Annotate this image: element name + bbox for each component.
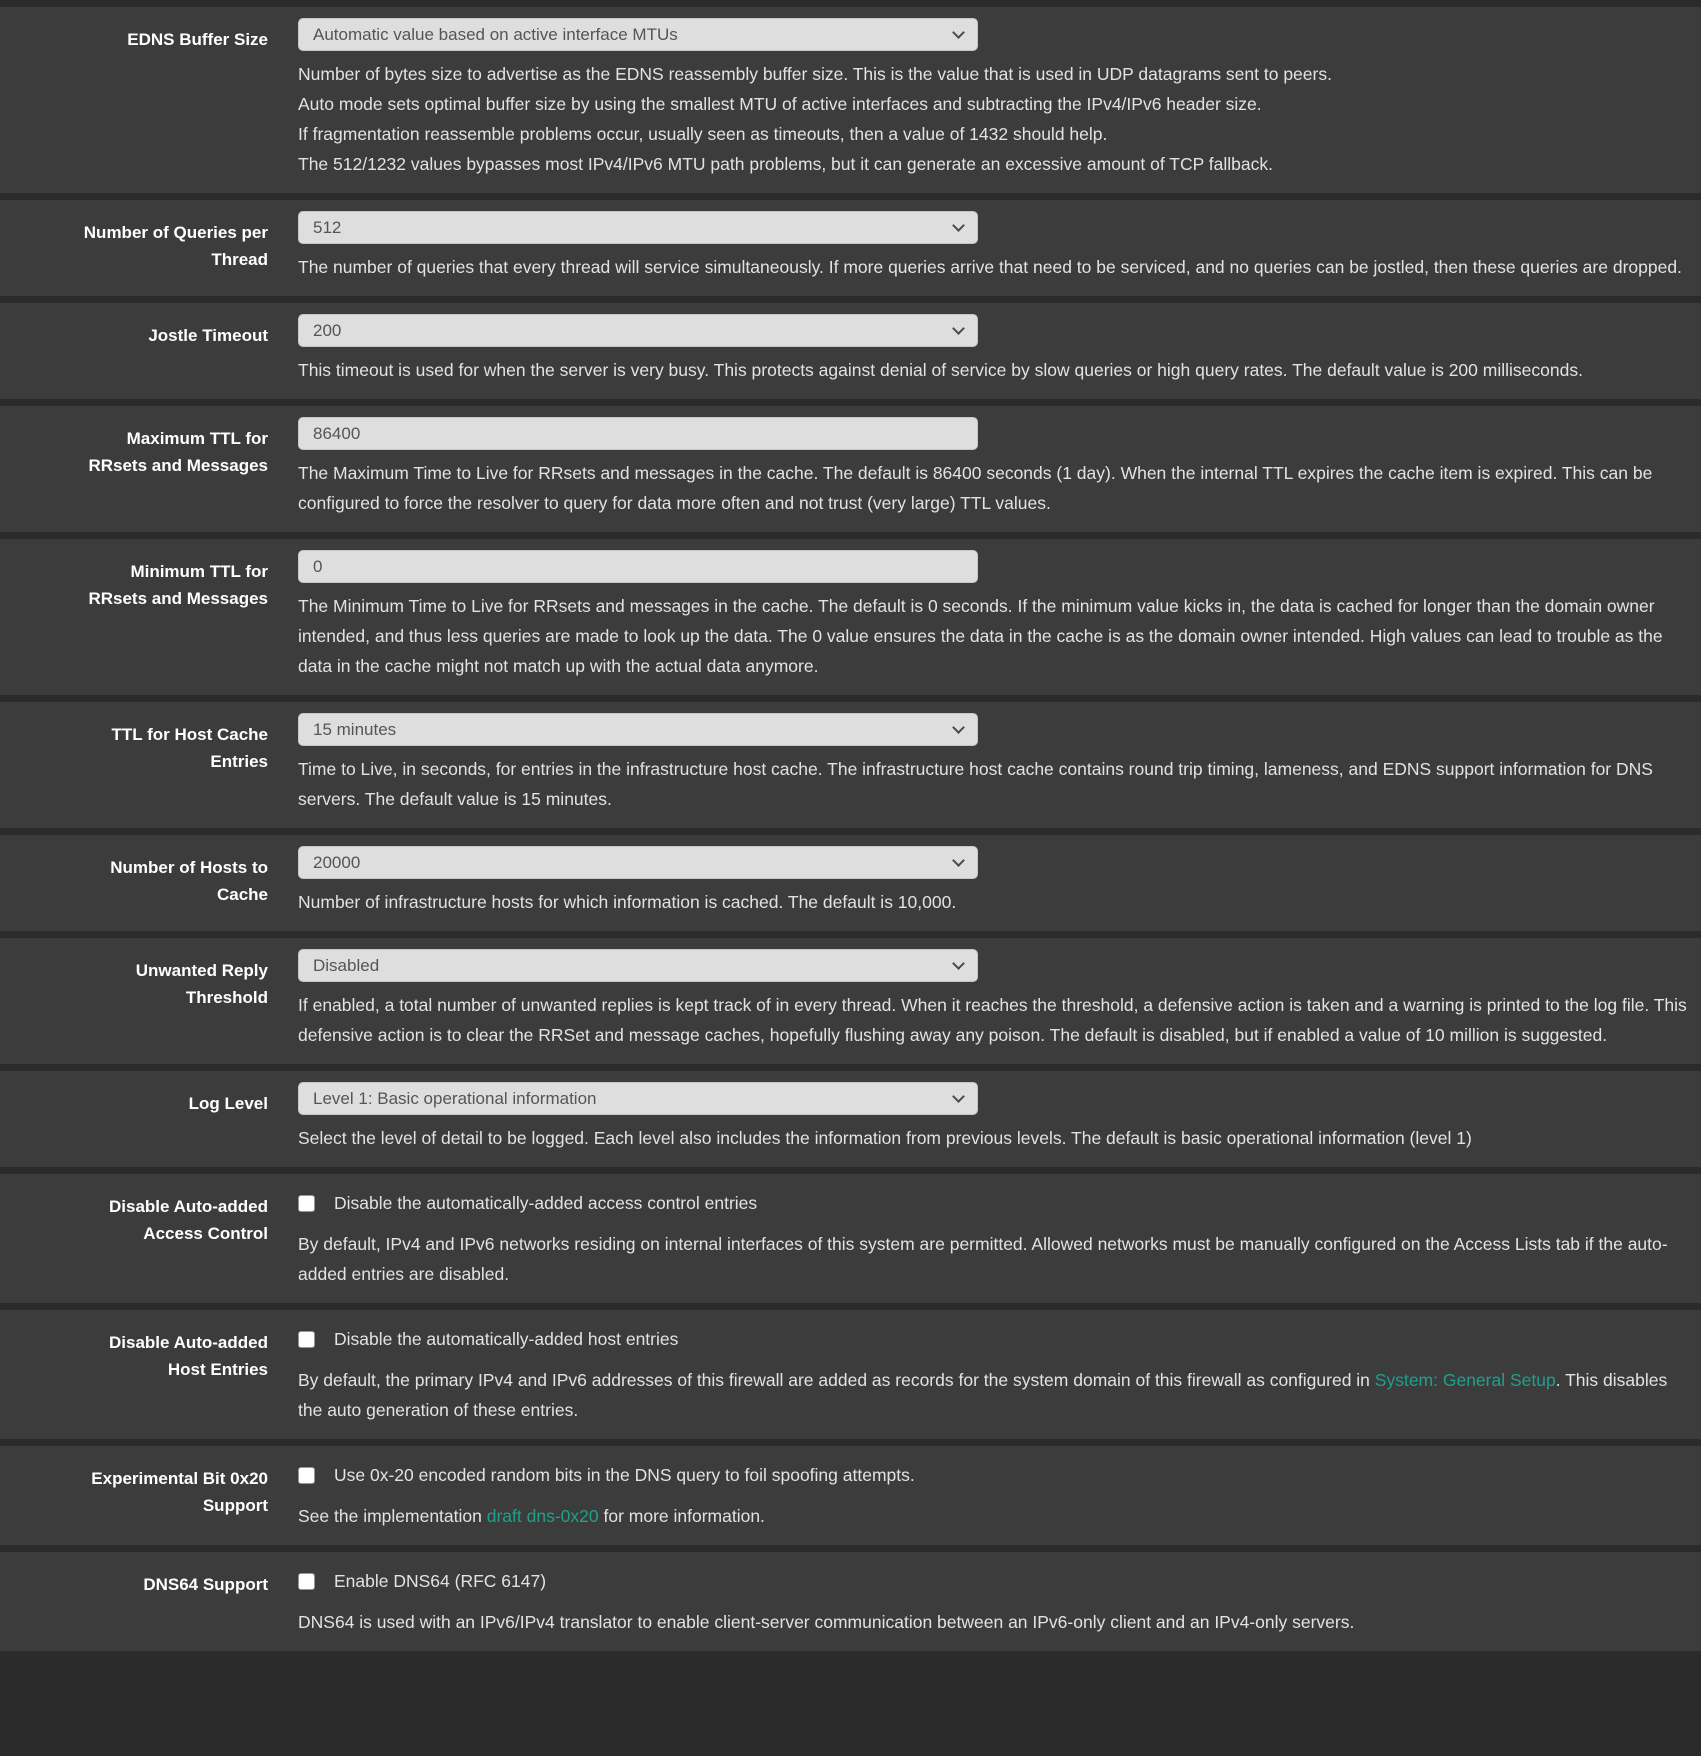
experimental-bit-0x20-checkbox[interactable]	[298, 1467, 315, 1484]
unwanted-reply-threshold-description: If enabled, a total number of unwanted replies is kept track of in every thread. When it reaches the threshold, a defensive action is taken and a warning is printed to the log file. This defensive action is to clear the RRSet and message caches, hopefully flushing away any poison. The default is disabled, but if enabled a value of 10 million is suggested.	[298, 995, 1687, 1045]
jostle-timeout-label: Jostle Timeout	[148, 326, 268, 345]
form-row-unwanted-reply-threshold	[0, 938, 1701, 1064]
disable-auto-host-entries-description: By default, the primary IPv4 and IPv6 addresses of this firewall are added as records for the system domain of this firewall as configured in System: General Setup. This disables the auto generation of these entries.	[298, 1370, 1668, 1420]
edns-buffer-size-description: The 512/1232 values bypasses most IPv4/IPv6 MTU path problems, but it can generate an excessive amount of TCP fallback.	[298, 154, 1274, 174]
chevron-down-icon	[952, 854, 965, 867]
disable-auto-access-control-description: By default, IPv4 and IPv6 networks residing on internal interfaces of this system are permitted. Allowed networks must be manually configured on the Access Lists tab if the auto-added entries are disabled.	[298, 1234, 1668, 1284]
chevron-down-icon	[952, 721, 965, 734]
chevron-down-icon	[952, 957, 965, 970]
num-queries-per-thread-select[interactable]	[298, 211, 978, 244]
jostle-timeout-select[interactable]	[298, 314, 978, 347]
form-row-dns64-support	[0, 1552, 1701, 1651]
row-content	[283, 949, 1701, 1050]
edns-buffer-size-label: EDNS Buffer Size	[127, 30, 268, 49]
row-content	[283, 314, 1701, 385]
row-content	[283, 1185, 1701, 1289]
edns-buffer-size-description: If fragmentation reassemble problems occur, usually seen as timeouts, then a value of 1432 should help.	[298, 124, 1108, 144]
form-row-min-ttl-rrsets	[0, 539, 1701, 695]
experimental-bit-0x20-label: Experimental Bit 0x20 Support	[91, 1469, 268, 1515]
form-row-jostle-timeout	[0, 303, 1701, 399]
form-row-log-level	[0, 1071, 1701, 1167]
host-cache-ttl-select-value: 15 minutes	[313, 719, 397, 739]
experimental-bit-0x20-description: See the implementation draft dns-0x20 for more information.	[298, 1506, 765, 1526]
dns64-support-checkbox-label: Enable DNS64 (RFC 6147)	[334, 1571, 547, 1591]
host-cache-ttl-description: Time to Live, in seconds, for entries in the infrastructure host cache. The infrastructure host cache contains round trip timing, lameness, and EDNS support information for DNS servers. The default value is 15 minutes.	[298, 759, 1653, 809]
experimental-bit-0x20-link[interactable]: draft dns-0x20	[486, 1506, 599, 1526]
dns64-support-checkbox-line	[298, 1568, 1689, 1594]
min-ttl-rrsets-input[interactable]	[298, 550, 978, 583]
row-content	[283, 1457, 1701, 1531]
form-row-num-queries-per-thread	[0, 200, 1701, 296]
edns-buffer-size-select[interactable]	[298, 18, 978, 51]
unwanted-reply-threshold-label: Unwanted Reply Threshold	[135, 961, 268, 1007]
row-content	[283, 550, 1701, 681]
jostle-timeout-select-value: 200	[313, 320, 342, 340]
max-ttl-rrsets-label: Maximum TTL for RRsets and Messages	[88, 429, 268, 475]
disable-auto-access-control-checkbox-label: Disable the automatically-added access control entries	[334, 1193, 758, 1213]
host-cache-ttl-label: TTL for Host Cache Entries	[111, 725, 268, 771]
form-row-edns-buffer-size	[0, 7, 1701, 193]
min-ttl-rrsets-description: The Minimum Time to Live for RRsets and messages in the cache. The default is 0 seconds. If the minimum value kicks in, the data is cached for longer than the domain owner intended, and thus less queries are made to look up the data. The 0 value ensures the data in the cache is as the domain owner intended. High values can lead to trouble as the data in the cache might not match up with the actual data anymore.	[298, 596, 1663, 676]
row-content	[283, 1563, 1701, 1637]
num-queries-per-thread-description: The number of queries that every thread will service simultaneously. If more queries arrive that need to be serviced, and no queries can be jostled, then these queries are dropped.	[298, 257, 1682, 277]
chevron-down-icon	[952, 26, 965, 39]
num-hosts-cache-label: Number of Hosts to Cache	[110, 858, 268, 904]
experimental-bit-0x20-checkbox-line	[298, 1462, 1689, 1488]
form-row-max-ttl-rrsets	[0, 406, 1701, 532]
form-row-host-cache-ttl	[0, 702, 1701, 828]
unwanted-reply-threshold-select-value: Disabled	[313, 955, 380, 975]
row-content	[283, 846, 1701, 917]
row-content	[283, 211, 1701, 282]
form-row-num-hosts-cache	[0, 835, 1701, 931]
disable-auto-access-control-checkbox-line	[298, 1190, 1689, 1216]
form-row-disable-auto-host-entries	[0, 1310, 1701, 1439]
row-content	[283, 417, 1701, 518]
disable-auto-host-entries-link[interactable]: System: General Setup	[1374, 1370, 1556, 1390]
dns64-support-checkbox[interactable]	[298, 1573, 315, 1590]
dns64-support-description: DNS64 is used with an IPv6/IPv4 translator to enable client-server communication between an IPv6-only client and an IPv4-only servers.	[298, 1612, 1355, 1632]
row-content	[283, 18, 1701, 179]
disable-auto-host-entries-checkbox-line	[298, 1326, 1689, 1352]
disable-auto-host-entries-checkbox-label: Disable the automatically-added host entries	[334, 1329, 679, 1349]
disable-auto-access-control-checkbox[interactable]	[298, 1195, 315, 1212]
unwanted-reply-threshold-select[interactable]	[298, 949, 978, 982]
form-row-disable-auto-access-control	[0, 1174, 1701, 1303]
disable-auto-access-control-label: Disable Auto-added Access Control	[109, 1197, 268, 1243]
edns-buffer-size-description: Auto mode sets optimal buffer size by using the smallest MTU of active interfaces and subtracting the IPv4/IPv6 header size.	[298, 94, 1262, 114]
row-content	[283, 1321, 1701, 1425]
jostle-timeout-description: This timeout is used for when the server is very busy. This protects against denial of service by slow queries or high query rates. The default value is 200 milliseconds.	[298, 360, 1583, 380]
max-ttl-rrsets-input[interactable]	[298, 417, 978, 450]
row-content	[283, 713, 1701, 814]
num-queries-per-thread-select-value: 512	[313, 217, 342, 237]
max-ttl-rrsets-description: The Maximum Time to Live for RRsets and messages in the cache. The default is 86400 seconds (1 day). When the internal TTL expires the cache item is expired. This can be configured to force the resolver to query for data more often and not trust (very large) TTL values.	[298, 463, 1653, 513]
dns64-support-label: DNS64 Support	[143, 1575, 268, 1594]
disable-auto-host-entries-checkbox[interactable]	[298, 1331, 315, 1348]
log-level-description: Select the level of detail to be logged. Each level also includes the information from previous levels. The default is basic operational information (level 1)	[298, 1128, 1472, 1148]
host-cache-ttl-select[interactable]	[298, 713, 978, 746]
num-hosts-cache-select-value: 20000	[313, 852, 361, 872]
num-hosts-cache-select[interactable]	[298, 846, 978, 879]
edns-buffer-size-select-value: Automatic value based on active interface MTUs	[313, 24, 678, 44]
chevron-down-icon	[952, 322, 965, 335]
form-row-experimental-bit-0x20	[0, 1446, 1701, 1545]
num-queries-per-thread-label: Number of Queries per Thread	[83, 223, 268, 269]
min-ttl-rrsets-label: Minimum TTL for RRsets and Messages	[88, 562, 268, 608]
disable-auto-host-entries-label: Disable Auto-added Host Entries	[109, 1333, 268, 1379]
log-level-select-value: Level 1: Basic operational information	[313, 1088, 597, 1108]
chevron-down-icon	[952, 219, 965, 232]
row-content	[283, 1082, 1701, 1153]
experimental-bit-0x20-checkbox-label: Use 0x-20 encoded random bits in the DNS query to foil spoofing attempts.	[334, 1465, 915, 1485]
num-hosts-cache-description: Number of infrastructure hosts for which information is cached. The default is 10,000.	[298, 892, 957, 912]
log-level-select[interactable]	[298, 1082, 978, 1115]
log-level-label: Log Level	[188, 1094, 268, 1113]
chevron-down-icon	[952, 1090, 965, 1103]
edns-buffer-size-description: Number of bytes size to advertise as the EDNS reassembly buffer size. This is the value that is used in UDP datagrams sent to peers.	[298, 64, 1332, 84]
